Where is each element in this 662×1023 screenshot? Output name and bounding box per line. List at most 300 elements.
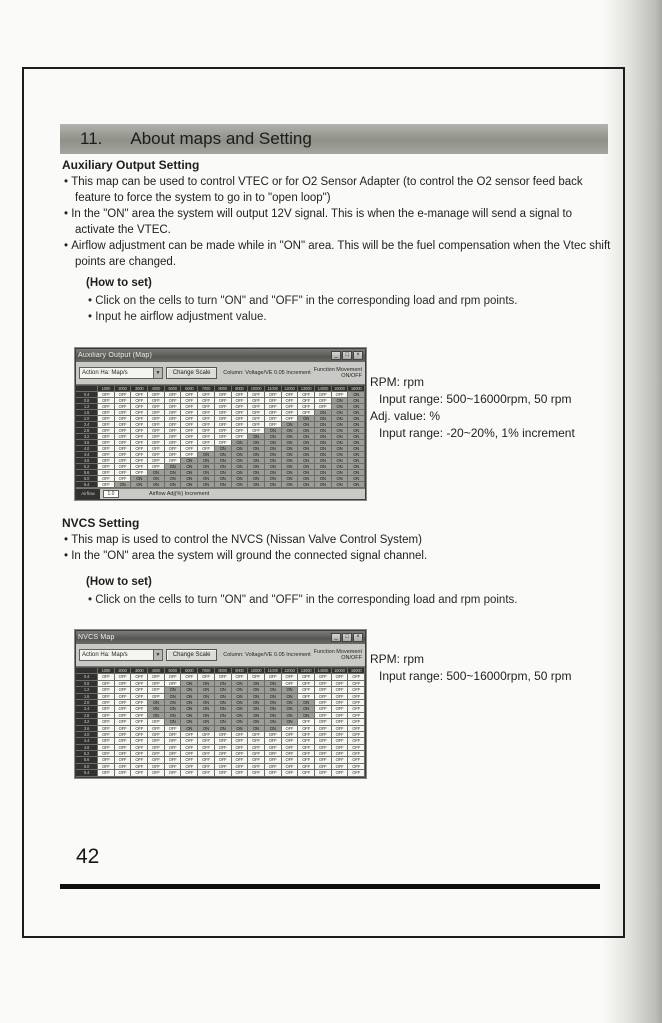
grid-cell[interactable]: ON [315,452,332,458]
grid-cell[interactable]: OFF [148,745,165,751]
nvcs-window-titlebar[interactable] [76,631,365,644]
grid-cell[interactable]: OFF [181,738,198,744]
grid-cell[interactable]: OFF [148,726,165,732]
change-scale-button[interactable]: Change Scale [166,367,217,379]
grid-cell[interactable]: OFF [282,392,299,398]
grid-cell[interactable]: OFF [232,398,249,404]
grid-cell[interactable]: OFF [165,446,182,452]
grid-cell[interactable]: OFF [198,764,215,770]
grid-cell[interactable]: OFF [115,428,132,434]
grid-cell[interactable]: OFF [131,458,148,464]
grid-cell[interactable]: ON [165,694,182,700]
grid-cell[interactable]: OFF [148,446,165,452]
grid-cell[interactable]: OFF [165,770,182,776]
grid-cell[interactable]: ON [165,700,182,706]
grid-cell[interactable]: ON [332,410,349,416]
grid-cell[interactable]: OFF [232,404,249,410]
grid-cell[interactable]: OFF [215,416,232,422]
grid-cell[interactable]: OFF [198,757,215,763]
grid-cell[interactable]: OFF [265,770,282,776]
grid-cell[interactable]: OFF [131,764,148,770]
grid-cell[interactable]: ON [332,428,349,434]
grid-cell[interactable]: ON [282,458,299,464]
grid-cell[interactable]: ON [165,470,182,476]
grid-cell[interactable]: ON [298,713,315,719]
grid-cell[interactable]: ON [298,434,315,440]
grid-cell[interactable]: OFF [315,726,332,732]
grid-cell[interactable]: OFF [148,416,165,422]
grid-cell[interactable]: OFF [115,398,132,404]
grid-cell[interactable]: OFF [131,770,148,776]
grid-cell[interactable]: ON [315,434,332,440]
grid-cell[interactable]: ON [198,719,215,725]
grid-cell[interactable]: ON [282,428,299,434]
grid-cell[interactable]: OFF [215,757,232,763]
grid-cell[interactable]: OFF [298,770,315,776]
grid-cell[interactable]: ON [315,470,332,476]
grid-cell[interactable]: OFF [315,681,332,687]
grid-cell[interactable]: OFF [198,674,215,680]
grid-cell[interactable]: ON [315,476,332,482]
grid-cell[interactable]: OFF [298,745,315,751]
grid-cell[interactable]: OFF [198,416,215,422]
grid-cell[interactable]: OFF [232,392,249,398]
grid-cell[interactable]: OFF [115,446,132,452]
grid-cell[interactable]: ON [332,404,349,410]
grid-cell[interactable]: ON [265,434,282,440]
grid-cell[interactable]: ON [315,416,332,422]
grid-cell[interactable]: OFF [248,745,265,751]
grid-cell[interactable]: OFF [265,416,282,422]
grid-cell[interactable]: OFF [181,452,198,458]
grid-cell[interactable]: ON [248,452,265,458]
grid-cell[interactable]: ON [332,458,349,464]
grid-cell[interactable]: OFF [298,687,315,693]
grid-cell[interactable]: OFF [165,745,182,751]
grid-cell[interactable]: OFF [332,392,349,398]
grid-cell[interactable]: ON [198,726,215,732]
grid-cell[interactable]: OFF [165,751,182,757]
grid-cell[interactable]: ON [248,687,265,693]
grid-cell[interactable]: ON [248,458,265,464]
grid-cell[interactable]: OFF [148,732,165,738]
grid-cell[interactable]: ON [348,392,365,398]
grid-cell[interactable]: OFF [148,674,165,680]
grid-cell[interactable]: ON [148,706,165,712]
grid-cell[interactable]: OFF [98,422,115,428]
grid-cell[interactable]: ON [265,476,282,482]
grid-cell[interactable]: ON [282,719,299,725]
grid-cell[interactable]: OFF [298,392,315,398]
grid-cell[interactable]: OFF [98,694,115,700]
grid-cell[interactable]: ON [315,410,332,416]
grid-cell[interactable]: ON [215,687,232,693]
grid-cell[interactable]: OFF [215,440,232,446]
grid-cell[interactable]: OFF [315,713,332,719]
grid-cell[interactable]: OFF [165,410,182,416]
grid-cell[interactable]: OFF [131,751,148,757]
grid-cell[interactable]: ON [332,446,349,452]
grid-cell[interactable]: OFF [348,700,365,706]
grid-cell[interactable]: ON [265,458,282,464]
grid-cell[interactable]: ON [298,446,315,452]
grid-cell[interactable]: OFF [265,751,282,757]
grid-cell[interactable]: OFF [181,732,198,738]
grid-cell[interactable]: OFF [165,674,182,680]
grid-cell[interactable]: OFF [115,681,132,687]
grid-cell[interactable]: ON [248,464,265,470]
grid-cell[interactable]: ON [248,470,265,476]
grid-cell[interactable]: OFF [298,404,315,410]
grid-cell[interactable]: ON [265,428,282,434]
grid-cell[interactable]: OFF [115,458,132,464]
grid-cell[interactable]: OFF [315,700,332,706]
grid-cell[interactable]: OFF [232,751,249,757]
grid-cell[interactable]: OFF [232,738,249,744]
grid-cell[interactable]: OFF [98,440,115,446]
grid-cell[interactable]: OFF [131,404,148,410]
grid-cell[interactable]: OFF [131,732,148,738]
grid-cell[interactable]: ON [298,470,315,476]
grid-cell[interactable]: OFF [148,392,165,398]
grid-cell[interactable]: ON [215,476,232,482]
grid-cell[interactable]: OFF [215,422,232,428]
grid-cell[interactable]: OFF [165,738,182,744]
grid-cell[interactable]: OFF [348,681,365,687]
grid-cell[interactable]: ON [181,482,198,488]
grid-cell[interactable]: OFF [315,738,332,744]
grid-cell[interactable]: OFF [298,732,315,738]
grid-cell[interactable]: OFF [98,745,115,751]
grid-cell[interactable]: OFF [248,751,265,757]
grid-cell[interactable]: ON [181,726,198,732]
grid-cell[interactable]: OFF [131,464,148,470]
grid-cell[interactable]: OFF [348,770,365,776]
grid-cell[interactable]: OFF [148,434,165,440]
grid-cell[interactable]: ON [282,700,299,706]
grid-cell[interactable]: OFF [198,446,215,452]
grid-cell[interactable]: ON [181,700,198,706]
grid-cell[interactable]: OFF [148,452,165,458]
grid-cell[interactable]: OFF [148,428,165,434]
grid-cell[interactable]: OFF [131,726,148,732]
grid-cell[interactable]: ON [332,476,349,482]
grid-cell[interactable]: ON [181,476,198,482]
grid-cell[interactable]: ON [215,482,232,488]
grid-cell[interactable]: OFF [248,770,265,776]
grid-cell[interactable]: ON [332,434,349,440]
grid-cell[interactable]: ON [265,687,282,693]
grid-cell[interactable]: ON [282,464,299,470]
grid-cell[interactable]: ON [282,706,299,712]
grid-cell[interactable]: OFF [148,719,165,725]
grid-cell[interactable]: ON [298,482,315,488]
grid-cell[interactable]: OFF [115,404,132,410]
grid-cell[interactable]: OFF [115,687,132,693]
grid-cell[interactable]: OFF [265,410,282,416]
grid-cell[interactable]: OFF [131,700,148,706]
grid-cell[interactable]: OFF [131,422,148,428]
grid-cell[interactable]: OFF [332,738,349,744]
grid-cell[interactable]: ON [198,713,215,719]
grid-cell[interactable]: ON [165,713,182,719]
grid-cell[interactable]: OFF [315,392,332,398]
grid-cell[interactable]: OFF [98,434,115,440]
grid-cell[interactable]: ON [282,476,299,482]
grid-cell[interactable]: ON [115,482,132,488]
grid-cell[interactable]: OFF [148,751,165,757]
grid-cell[interactable]: OFF [115,713,132,719]
grid-cell[interactable]: ON [148,476,165,482]
grid-cell[interactable]: OFF [131,745,148,751]
grid-cell[interactable]: ON [332,422,349,428]
grid-cell[interactable]: ON [232,700,249,706]
grid-cell[interactable]: ON [348,464,365,470]
grid-cell[interactable]: OFF [165,416,182,422]
grid-cell[interactable]: ON [282,713,299,719]
grid-cell[interactable]: OFF [315,706,332,712]
grid-cell[interactable]: OFF [315,745,332,751]
chevron-down-icon[interactable]: ▼ [153,368,162,378]
grid-cell[interactable]: ON [348,476,365,482]
grid-cell[interactable]: ON [265,482,282,488]
grid-cell[interactable]: OFF [298,681,315,687]
grid-cell[interactable]: OFF [348,674,365,680]
grid-cell[interactable]: OFF [115,422,132,428]
grid-cell[interactable]: OFF [181,410,198,416]
grid-cell[interactable]: OFF [131,446,148,452]
grid-cell[interactable]: OFF [348,706,365,712]
grid-cell[interactable]: OFF [181,422,198,428]
grid-cell[interactable]: OFF [165,440,182,446]
grid-cell[interactable]: OFF [115,464,132,470]
grid-cell[interactable]: ON [165,476,182,482]
grid-cell[interactable]: ON [248,700,265,706]
grid-cell[interactable]: OFF [248,732,265,738]
map-selector-dropdown[interactable] [79,649,163,661]
grid-cell[interactable]: OFF [282,738,299,744]
grid-cell[interactable]: ON [265,726,282,732]
grid-cell[interactable]: ON [348,416,365,422]
grid-cell[interactable]: OFF [265,422,282,428]
grid-cell[interactable]: OFF [265,398,282,404]
grid-cell[interactable]: OFF [282,674,299,680]
grid-cell[interactable]: ON [348,404,365,410]
grid-cell[interactable]: ON [348,398,365,404]
grid-cell[interactable]: OFF [348,745,365,751]
grid-cell[interactable]: OFF [98,428,115,434]
grid-cell[interactable]: OFF [332,764,349,770]
grid-cell[interactable]: ON [181,694,198,700]
grid-cell[interactable]: ON [248,482,265,488]
grid-cell[interactable]: ON [282,440,299,446]
grid-cell[interactable]: OFF [198,404,215,410]
grid-cell[interactable]: OFF [282,398,299,404]
grid-cell[interactable]: OFF [98,482,115,488]
grid-cell[interactable]: OFF [215,738,232,744]
grid-cell[interactable]: ON [148,700,165,706]
grid-cell[interactable]: OFF [98,732,115,738]
grid-cell[interactable]: OFF [198,770,215,776]
grid-cell[interactable]: OFF [198,428,215,434]
grid-cell[interactable]: OFF [115,700,132,706]
grid-cell[interactable]: ON [232,719,249,725]
grid-cell[interactable]: OFF [265,738,282,744]
grid-cell[interactable]: ON [165,464,182,470]
grid-cell[interactable]: OFF [148,694,165,700]
grid-cell[interactable]: OFF [115,738,132,744]
grid-cell[interactable]: ON [232,452,249,458]
grid-cell[interactable]: OFF [131,681,148,687]
status-value-field[interactable]: 1.0 [103,490,119,498]
grid-cell[interactable]: OFF [115,694,132,700]
grid-cell[interactable]: OFF [232,732,249,738]
grid-cell[interactable]: OFF [131,706,148,712]
grid-cell[interactable]: ON [348,452,365,458]
grid-cell[interactable]: ON [265,713,282,719]
grid-cell[interactable]: OFF [98,706,115,712]
grid-cell[interactable]: OFF [265,392,282,398]
grid-cell[interactable]: ON [315,422,332,428]
grid-cell[interactable]: OFF [165,726,182,732]
grid-cell[interactable]: OFF [181,751,198,757]
grid-cell[interactable]: ON [298,422,315,428]
grid-cell[interactable]: ON [198,476,215,482]
grid-cell[interactable]: ON [198,458,215,464]
grid-cell[interactable]: OFF [282,726,299,732]
grid-cell[interactable]: OFF [298,751,315,757]
grid-cell[interactable]: ON [215,446,232,452]
grid-cell[interactable]: ON [298,452,315,458]
grid-cell[interactable]: ON [181,706,198,712]
map-selector-dropdown[interactable] [79,367,163,379]
grid-cell[interactable]: ON [282,446,299,452]
grid-cell[interactable]: OFF [232,416,249,422]
grid-cell[interactable]: OFF [148,410,165,416]
grid-cell[interactable]: OFF [98,464,115,470]
grid-cell[interactable]: ON [232,687,249,693]
grid-cell[interactable]: OFF [181,398,198,404]
grid-cell[interactable]: OFF [332,706,349,712]
grid-cell[interactable]: OFF [248,404,265,410]
grid-cell[interactable]: ON [282,434,299,440]
grid-cell[interactable]: OFF [115,410,132,416]
grid-cell[interactable]: OFF [115,434,132,440]
grid-cell[interactable]: OFF [181,770,198,776]
grid-cell[interactable]: OFF [265,764,282,770]
grid-cell[interactable]: OFF [131,470,148,476]
grid-cell[interactable]: OFF [148,398,165,404]
grid-cell[interactable]: ON [282,452,299,458]
grid-cell[interactable]: OFF [248,764,265,770]
grid-cell[interactable]: OFF [348,738,365,744]
grid-cell[interactable]: OFF [215,732,232,738]
grid-cell[interactable]: OFF [165,398,182,404]
grid-cell[interactable]: ON [298,458,315,464]
grid-cell[interactable]: OFF [98,719,115,725]
grid-cell[interactable]: ON [198,694,215,700]
grid-cell[interactable]: ON [315,482,332,488]
grid-cell[interactable]: OFF [165,404,182,410]
grid-cell[interactable]: OFF [282,416,299,422]
grid-cell[interactable]: ON [265,681,282,687]
grid-cell[interactable]: OFF [232,428,249,434]
grid-cell[interactable]: OFF [148,764,165,770]
grid-cell[interactable]: ON [232,476,249,482]
grid-cell[interactable]: ON [248,440,265,446]
grid-cell[interactable]: OFF [181,446,198,452]
grid-cell[interactable]: OFF [98,410,115,416]
grid-cell[interactable]: OFF [215,392,232,398]
grid-cell[interactable]: ON [215,470,232,476]
grid-cell[interactable]: OFF [98,470,115,476]
grid-cell[interactable]: OFF [198,745,215,751]
grid-cell[interactable]: ON [265,694,282,700]
grid-cell[interactable]: OFF [348,719,365,725]
grid-cell[interactable]: ON [298,476,315,482]
grid-cell[interactable]: OFF [115,719,132,725]
grid-cell[interactable]: OFF [98,713,115,719]
grid-cell[interactable]: ON [248,713,265,719]
grid-cell[interactable]: OFF [165,434,182,440]
grid-cell[interactable]: OFF [248,428,265,434]
minimize-button[interactable]: _ [331,351,341,360]
grid-cell[interactable]: OFF [98,751,115,757]
grid-cell[interactable]: ON [198,470,215,476]
grid-cell[interactable]: OFF [332,757,349,763]
grid-cell[interactable]: ON [265,706,282,712]
grid-cell[interactable]: ON [198,706,215,712]
grid-cell[interactable]: OFF [198,392,215,398]
grid-cell[interactable]: ON [165,687,182,693]
grid-cell[interactable]: OFF [248,392,265,398]
grid-cell[interactable]: OFF [282,732,299,738]
grid-cell[interactable]: ON [215,719,232,725]
grid-cell[interactable]: OFF [215,398,232,404]
grid-cell[interactable]: OFF [115,726,132,732]
grid-cell[interactable]: OFF [332,687,349,693]
grid-cell[interactable]: OFF [131,410,148,416]
grid-cell[interactable]: OFF [131,392,148,398]
grid-cell[interactable]: ON [332,398,349,404]
grid-cell[interactable]: OFF [98,700,115,706]
grid-cell[interactable]: OFF [248,410,265,416]
grid-cell[interactable]: OFF [298,738,315,744]
grid-cell[interactable]: ON [348,440,365,446]
grid-cell[interactable]: ON [332,416,349,422]
grid-cell[interactable]: ON [148,713,165,719]
grid-cell[interactable]: OFF [165,757,182,763]
grid-cell[interactable]: OFF [131,416,148,422]
maximize-button[interactable]: □ [342,633,352,642]
grid-cell[interactable]: OFF [165,458,182,464]
grid-cell[interactable]: OFF [215,434,232,440]
grid-cell[interactable]: OFF [148,738,165,744]
grid-cell[interactable]: OFF [181,404,198,410]
grid-cell[interactable]: OFF [282,764,299,770]
grid-cell[interactable]: OFF [232,745,249,751]
minimize-button[interactable]: _ [331,633,341,642]
grid-cell[interactable]: OFF [348,732,365,738]
grid-cell[interactable]: OFF [115,476,132,482]
grid-cell[interactable]: OFF [315,719,332,725]
grid-cell[interactable]: ON [215,726,232,732]
grid-cell[interactable]: ON [315,458,332,464]
grid-cell[interactable]: OFF [181,745,198,751]
grid-cell[interactable]: ON [348,410,365,416]
grid-cell[interactable]: OFF [232,674,249,680]
grid-cell[interactable]: ON [215,700,232,706]
